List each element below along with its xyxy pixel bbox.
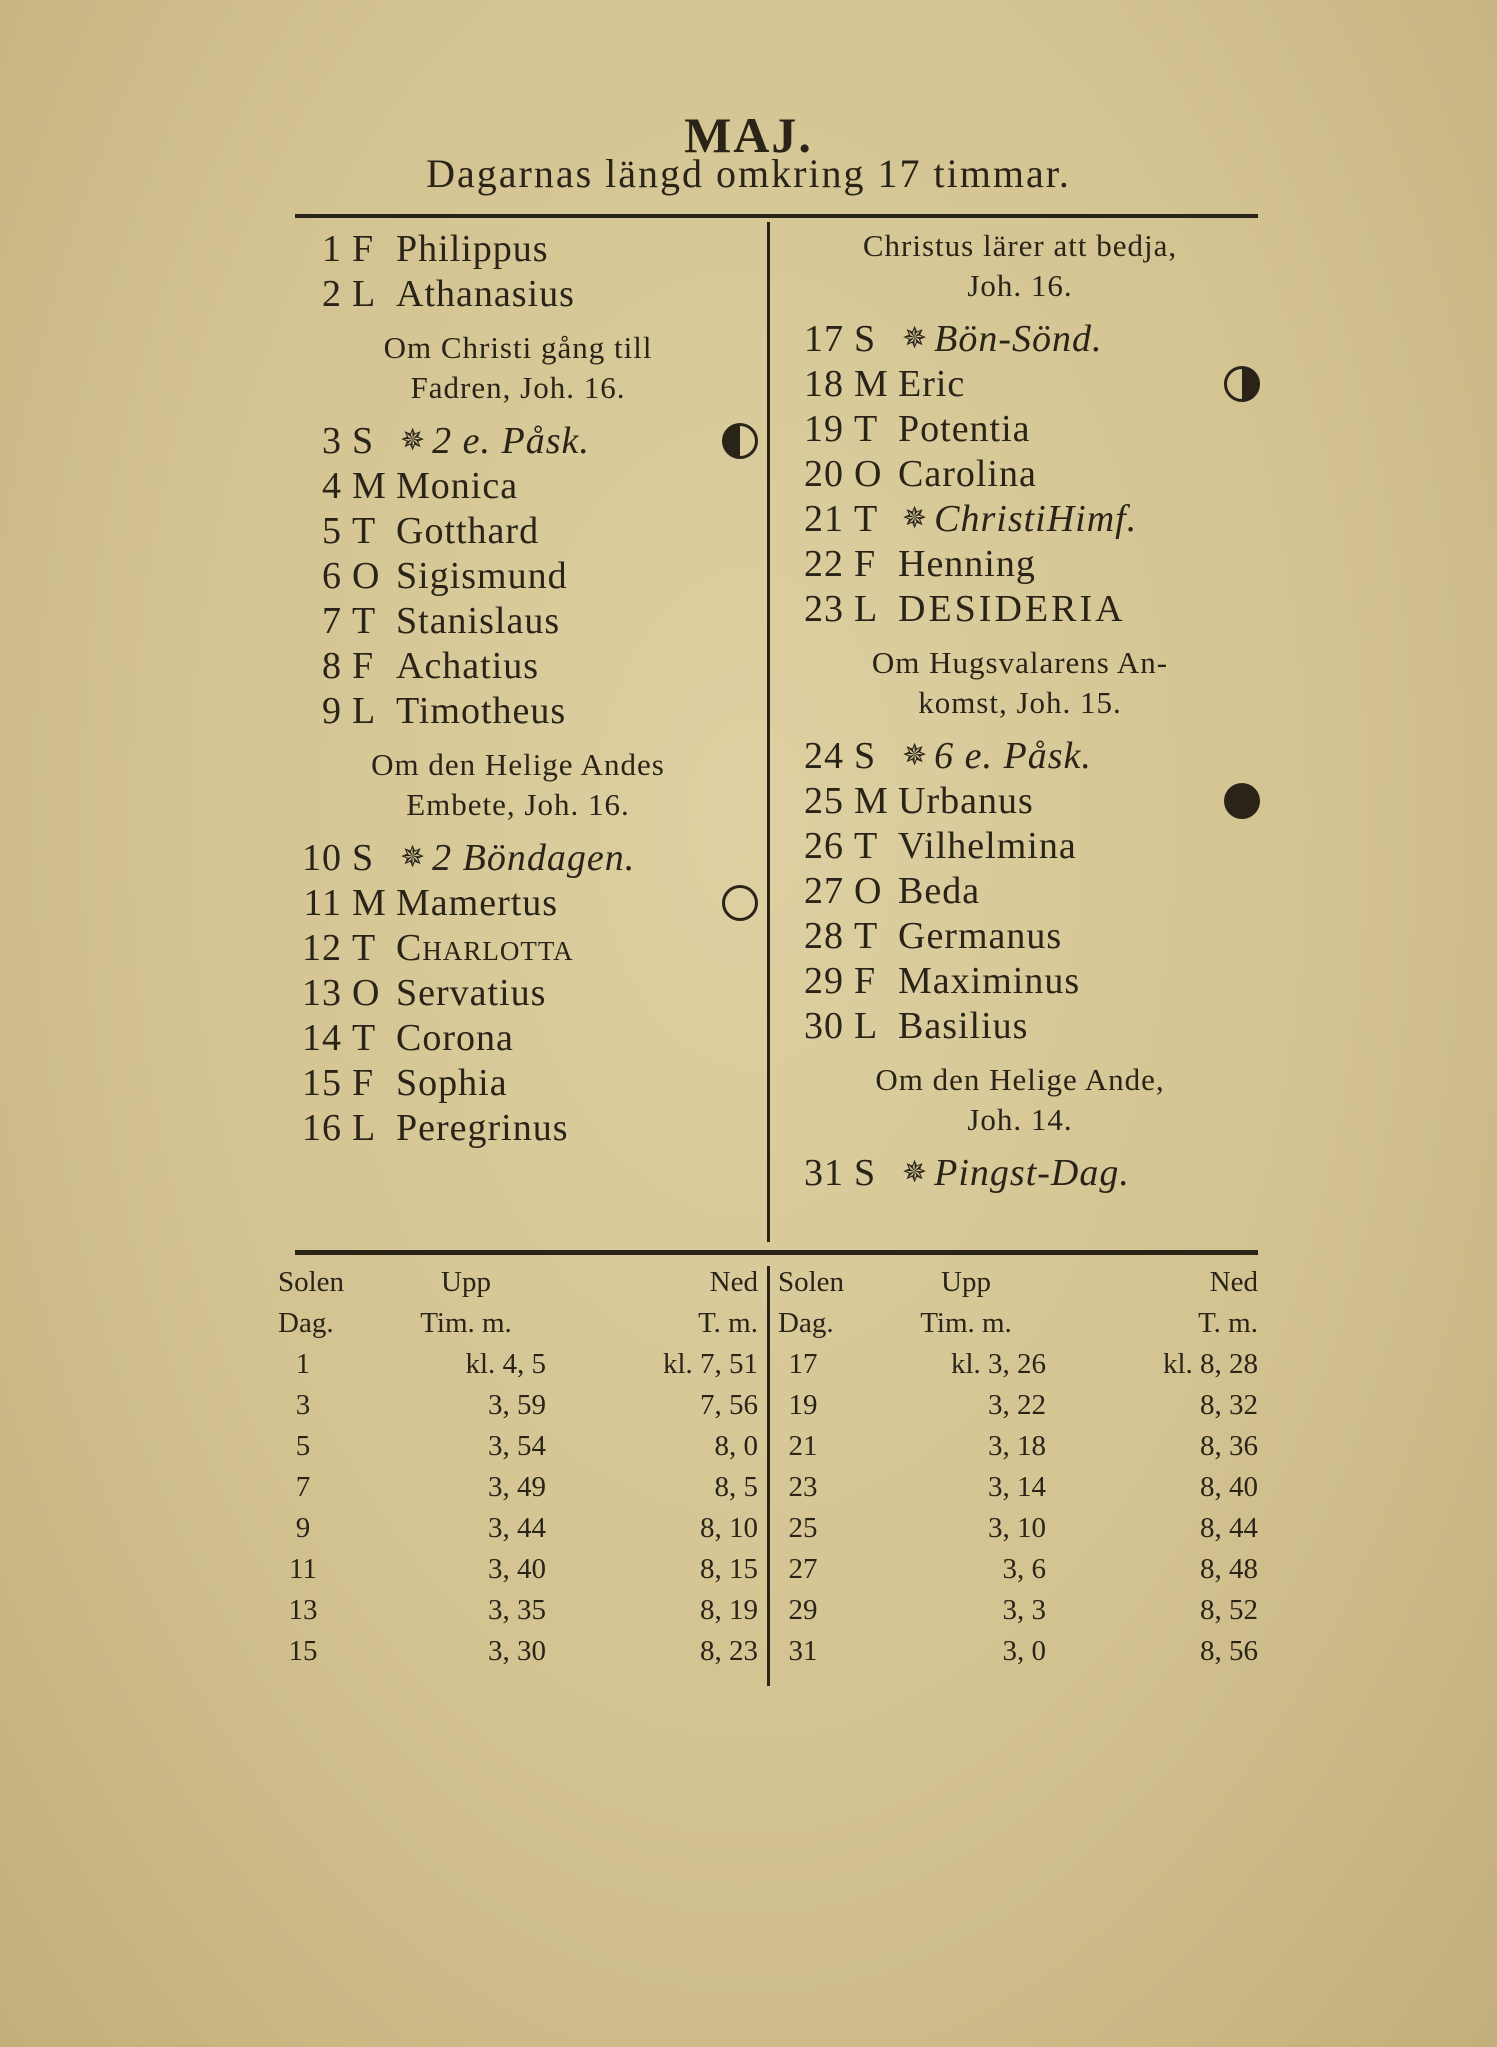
left-calendar-column xyxy=(278,226,758,1150)
dag-cell: 15 xyxy=(288,1635,318,1667)
calendar-row xyxy=(780,496,1260,541)
table-row xyxy=(778,1426,1262,1467)
weekday: L xyxy=(352,1106,377,1149)
day-number: 21 xyxy=(804,497,844,540)
upp-cell: 3, 3 xyxy=(1002,1594,1046,1626)
calendar-row xyxy=(278,553,758,598)
weekday: M xyxy=(352,881,387,924)
saint-name: Achatius xyxy=(396,644,540,687)
saint-name: Charlotta xyxy=(396,926,574,969)
upp-cell: kl. 3, 26 xyxy=(950,1348,1046,1380)
calendar-row xyxy=(278,598,758,643)
calendar-row xyxy=(278,688,758,733)
weekday: T xyxy=(352,926,377,969)
day-number: 30 xyxy=(804,1004,844,1047)
dag-cell: 19 xyxy=(788,1389,818,1421)
day-number: 7 xyxy=(322,599,342,642)
calendar-row xyxy=(780,1003,1260,1048)
calendar-row xyxy=(780,451,1260,496)
saint-name: 2 Böndagen. xyxy=(432,836,636,879)
note-line: Om den Helige Andes xyxy=(371,747,665,782)
ned-cell: 8, 0 xyxy=(714,1430,758,1462)
saint-name: Corona xyxy=(396,1016,514,1059)
table-row xyxy=(278,1508,758,1549)
saint-name: Basilius xyxy=(898,1004,1029,1047)
sun-table-divider xyxy=(767,1266,770,1686)
upp-cell: 3, 44 xyxy=(488,1512,546,1544)
table-row xyxy=(778,1385,1262,1426)
sun-table-header xyxy=(778,1262,1262,1303)
table-row xyxy=(778,1590,1262,1631)
sunday-star-icon: ✵ xyxy=(902,1156,929,1189)
day-number: 1 xyxy=(322,227,342,270)
weekday: S xyxy=(854,734,877,777)
saint-name: Eric xyxy=(898,362,966,405)
ned-cell: 8, 10 xyxy=(700,1512,758,1544)
ned-cell: 8, 19 xyxy=(700,1594,758,1626)
weekday: L xyxy=(854,587,879,630)
weekday: T xyxy=(854,914,879,957)
header-cell: T. m. xyxy=(1198,1307,1258,1339)
table-row xyxy=(278,1467,758,1508)
day-number: 14 xyxy=(302,1016,342,1059)
day-number: 3 xyxy=(322,419,342,462)
gospel-note xyxy=(278,733,758,835)
table-row xyxy=(278,1631,758,1672)
day-number: 19 xyxy=(804,407,844,450)
day-number: 8 xyxy=(322,644,342,687)
sunday-star-icon: ✵ xyxy=(902,502,929,535)
weekday: L xyxy=(352,272,377,315)
calendar-row xyxy=(780,586,1260,631)
weekday: L xyxy=(854,1004,879,1047)
calendar-divider xyxy=(767,222,770,1242)
day-number: 12 xyxy=(302,926,342,969)
day-number: 9 xyxy=(322,689,342,732)
ned-cell: 8, 23 xyxy=(700,1635,758,1667)
calendar-row xyxy=(278,835,758,880)
dag-cell: 23 xyxy=(788,1471,818,1503)
weekday: S xyxy=(854,317,877,360)
note-line: Fadren, Joh. 16. xyxy=(410,370,626,405)
saint-name: Servatius xyxy=(396,971,547,1014)
upp-cell: 3, 30 xyxy=(488,1635,546,1667)
upp-cell: 3, 6 xyxy=(1002,1553,1046,1585)
weekday: O xyxy=(854,452,883,495)
calendar-row xyxy=(278,1060,758,1105)
table-row xyxy=(278,1385,758,1426)
gospel-note xyxy=(780,631,1260,733)
header-cell: Solen xyxy=(778,1266,845,1298)
day-number: 29 xyxy=(804,959,844,1002)
day-number: 11 xyxy=(303,881,342,924)
dag-cell: 9 xyxy=(295,1512,311,1544)
weekday: S xyxy=(854,1151,877,1194)
calendar-row xyxy=(278,1105,758,1150)
upp-cell: 3, 10 xyxy=(988,1512,1046,1544)
dag-cell: 29 xyxy=(788,1594,818,1626)
header-cell: T. m. xyxy=(698,1307,758,1339)
calendar-row xyxy=(780,733,1260,778)
table-row xyxy=(778,1467,1262,1508)
calendar-row xyxy=(278,643,758,688)
header-cell: Ned xyxy=(709,1266,758,1298)
saint-name: Pingst-Dag. xyxy=(934,1151,1130,1194)
upp-cell: 3, 14 xyxy=(988,1471,1046,1503)
day-number: 22 xyxy=(804,542,844,585)
dag-cell: 3 xyxy=(295,1389,311,1421)
ned-cell: 8, 52 xyxy=(1200,1594,1258,1626)
dag-cell: 5 xyxy=(295,1430,311,1462)
day-number: 31 xyxy=(804,1151,844,1194)
header-cell: Upp xyxy=(441,1266,491,1298)
upp-cell: 3, 22 xyxy=(988,1389,1046,1421)
saint-name: Gotthard xyxy=(396,509,540,552)
saint-name: Athanasius xyxy=(396,272,575,315)
weekday: T xyxy=(854,407,879,450)
day-number: 27 xyxy=(804,869,844,912)
upp-cell: 3, 49 xyxy=(488,1471,546,1503)
table-row xyxy=(778,1631,1262,1672)
saint-name: Bön-Sönd. xyxy=(934,317,1103,360)
day-number: 2 xyxy=(322,272,342,315)
header-cell: Tim. m. xyxy=(920,1307,1012,1339)
weekday: T xyxy=(352,1016,377,1059)
dag-cell: 11 xyxy=(289,1553,317,1585)
upp-cell: kl. 4, 5 xyxy=(465,1348,546,1380)
day-number: 13 xyxy=(302,971,342,1014)
table-row xyxy=(778,1344,1262,1385)
calendar-row xyxy=(278,463,758,508)
note-line: Joh. 14. xyxy=(967,1102,1073,1137)
weekday: T xyxy=(854,824,879,867)
top-rule xyxy=(295,214,1258,218)
upp-cell: 3, 59 xyxy=(488,1389,546,1421)
table-row xyxy=(278,1426,758,1467)
day-number: 24 xyxy=(804,734,844,777)
ned-cell: 7, 56 xyxy=(700,1389,758,1421)
upp-cell: 3, 0 xyxy=(1002,1635,1046,1667)
calendar-row xyxy=(780,316,1260,361)
weekday: T xyxy=(352,599,377,642)
saint-name: Potentia xyxy=(898,407,1031,450)
page-subtitle: Dagarnas längd omkring 17 timmar. xyxy=(426,151,1071,196)
sunday-star-icon: ✵ xyxy=(400,424,427,457)
full-moon-icon xyxy=(1224,783,1260,819)
dag-cell: 13 xyxy=(288,1594,318,1626)
weekday: T xyxy=(854,497,879,540)
note-line: Om Hugsvalarens An- xyxy=(871,645,1169,680)
calendar-row xyxy=(278,880,758,925)
weekday: F xyxy=(352,227,375,270)
ned-cell: 8, 15 xyxy=(700,1553,758,1585)
ned-cell: 8, 32 xyxy=(1200,1389,1258,1421)
ned-cell: kl. 8, 28 xyxy=(1162,1348,1258,1380)
day-number: 20 xyxy=(804,452,844,495)
weekday: M xyxy=(352,464,387,507)
day-number: 25 xyxy=(804,779,844,822)
day-number: 23 xyxy=(804,587,844,630)
gospel-note xyxy=(780,226,1260,316)
calendar-row xyxy=(780,913,1260,958)
ned-cell: 8, 48 xyxy=(1200,1553,1258,1585)
weekday: M xyxy=(854,362,889,405)
header-cell: Ned xyxy=(1209,1266,1258,1298)
weekday: F xyxy=(352,1061,375,1104)
day-number: 26 xyxy=(804,824,844,867)
header-cell: Tim. m. xyxy=(420,1307,512,1339)
ned-cell: kl. 7, 51 xyxy=(662,1348,758,1380)
sunday-star-icon: ✵ xyxy=(902,739,929,772)
calendar-row xyxy=(278,925,758,970)
calendar-row xyxy=(278,970,758,1015)
saint-name: Mamertus xyxy=(396,881,559,924)
upp-cell: 3, 54 xyxy=(488,1430,546,1462)
ned-cell: 8, 5 xyxy=(714,1471,758,1503)
weekday: O xyxy=(352,554,381,597)
last-quarter-moon-icon xyxy=(722,423,758,459)
dag-cell: 27 xyxy=(788,1553,818,1585)
day-number: 5 xyxy=(322,509,342,552)
ned-cell: 8, 44 xyxy=(1200,1512,1258,1544)
saint-name: Henning xyxy=(898,542,1036,585)
dag-cell: 25 xyxy=(788,1512,818,1544)
saint-name: DESIDERIA xyxy=(898,587,1126,630)
page-title: MAJ. xyxy=(684,107,813,163)
weekday: O xyxy=(352,971,381,1014)
dag-cell: 1 xyxy=(295,1348,311,1380)
calendar-row xyxy=(278,271,758,316)
note-line: Joh. 16. xyxy=(967,268,1073,303)
day-number: 4 xyxy=(322,464,342,507)
saint-name: 6 e. Påsk. xyxy=(934,734,1092,777)
saint-name: Germanus xyxy=(898,914,1063,957)
saint-name: Stanislaus xyxy=(396,599,561,642)
weekday: M xyxy=(854,779,889,822)
calendar-row xyxy=(780,1150,1260,1195)
day-number: 28 xyxy=(804,914,844,957)
saint-name: Sophia xyxy=(396,1061,508,1104)
saint-name: Sigismund xyxy=(396,554,568,597)
ned-cell: 8, 40 xyxy=(1200,1471,1258,1503)
calendar-row xyxy=(278,418,758,463)
ned-cell: 8, 36 xyxy=(1200,1430,1258,1462)
dag-cell: 31 xyxy=(788,1635,818,1667)
saint-name: Philippus xyxy=(396,227,549,270)
sun-table-header xyxy=(278,1303,758,1344)
calendar-row xyxy=(278,226,758,271)
header-cell: Upp xyxy=(941,1266,991,1298)
table-row xyxy=(278,1590,758,1631)
gospel-note xyxy=(780,1048,1260,1150)
weekday: L xyxy=(352,689,377,732)
saint-name: Timotheus xyxy=(396,689,567,732)
gospel-note xyxy=(278,316,758,418)
ned-cell: 8, 56 xyxy=(1200,1635,1258,1667)
saint-name: ChristiHimf. xyxy=(934,497,1138,540)
saint-name: Vilhelmina xyxy=(898,824,1077,867)
header-cell: Solen xyxy=(278,1266,345,1298)
dag-cell: 17 xyxy=(788,1348,818,1380)
weekday: S xyxy=(352,836,375,879)
note-line: Christus lärer att bedja, xyxy=(862,228,1178,263)
table-row xyxy=(778,1549,1262,1590)
calendar-row xyxy=(780,406,1260,451)
sun-table-header xyxy=(278,1262,758,1303)
right-calendar-column xyxy=(780,226,1260,1195)
sun-table-left xyxy=(278,1262,758,1672)
saint-name: Urbanus xyxy=(898,779,1034,822)
calendar-row xyxy=(780,778,1260,823)
saint-name: Carolina xyxy=(898,452,1037,495)
calendar-row xyxy=(780,868,1260,913)
table-row xyxy=(278,1549,758,1590)
calendar-row xyxy=(278,508,758,553)
sun-table-header xyxy=(778,1303,1262,1344)
day-number: 16 xyxy=(302,1106,342,1149)
day-number: 6 xyxy=(322,554,342,597)
upp-cell: 3, 40 xyxy=(488,1553,546,1585)
saint-name: 2 e. Påsk. xyxy=(432,419,590,462)
weekday: T xyxy=(352,509,377,552)
weekday: S xyxy=(352,419,375,462)
upp-cell: 3, 18 xyxy=(988,1430,1046,1462)
middle-rule xyxy=(295,1250,1258,1255)
sunday-star-icon: ✵ xyxy=(400,841,427,874)
header-cell: Dag. xyxy=(278,1307,334,1339)
calendar-row xyxy=(780,958,1260,1003)
first-quarter-moon-icon xyxy=(1224,366,1260,402)
table-row xyxy=(778,1508,1262,1549)
day-number: 18 xyxy=(804,362,844,405)
calendar-row xyxy=(780,361,1260,406)
calendar-row xyxy=(278,1015,758,1060)
header-cell: Dag. xyxy=(778,1307,834,1339)
new-moon-icon xyxy=(722,885,758,921)
saint-name: Monica xyxy=(396,464,519,507)
sunday-star-icon: ✵ xyxy=(902,322,929,355)
upp-cell: 3, 35 xyxy=(488,1594,546,1626)
table-row xyxy=(278,1344,758,1385)
weekday: F xyxy=(854,959,877,1002)
saint-name: Beda xyxy=(898,869,981,912)
day-number: 17 xyxy=(804,317,844,360)
sun-table-right xyxy=(778,1262,1262,1672)
weekday: F xyxy=(352,644,375,687)
day-number: 15 xyxy=(302,1061,342,1104)
dag-cell: 21 xyxy=(788,1430,818,1462)
calendar-row xyxy=(780,823,1260,868)
saint-name: Peregrinus xyxy=(396,1106,569,1149)
dag-cell: 7 xyxy=(295,1471,311,1503)
weekday: F xyxy=(854,542,877,585)
saint-name: Maximinus xyxy=(898,959,1081,1002)
calendar-row xyxy=(780,541,1260,586)
note-line: komst, Joh. 15. xyxy=(918,685,1122,720)
note-line: Om den Helige Ande, xyxy=(875,1062,1165,1097)
day-number: 10 xyxy=(302,836,342,879)
note-line: Om Christi gång till xyxy=(383,330,653,365)
weekday: O xyxy=(854,869,883,912)
note-line: Embete, Joh. 16. xyxy=(406,787,630,822)
